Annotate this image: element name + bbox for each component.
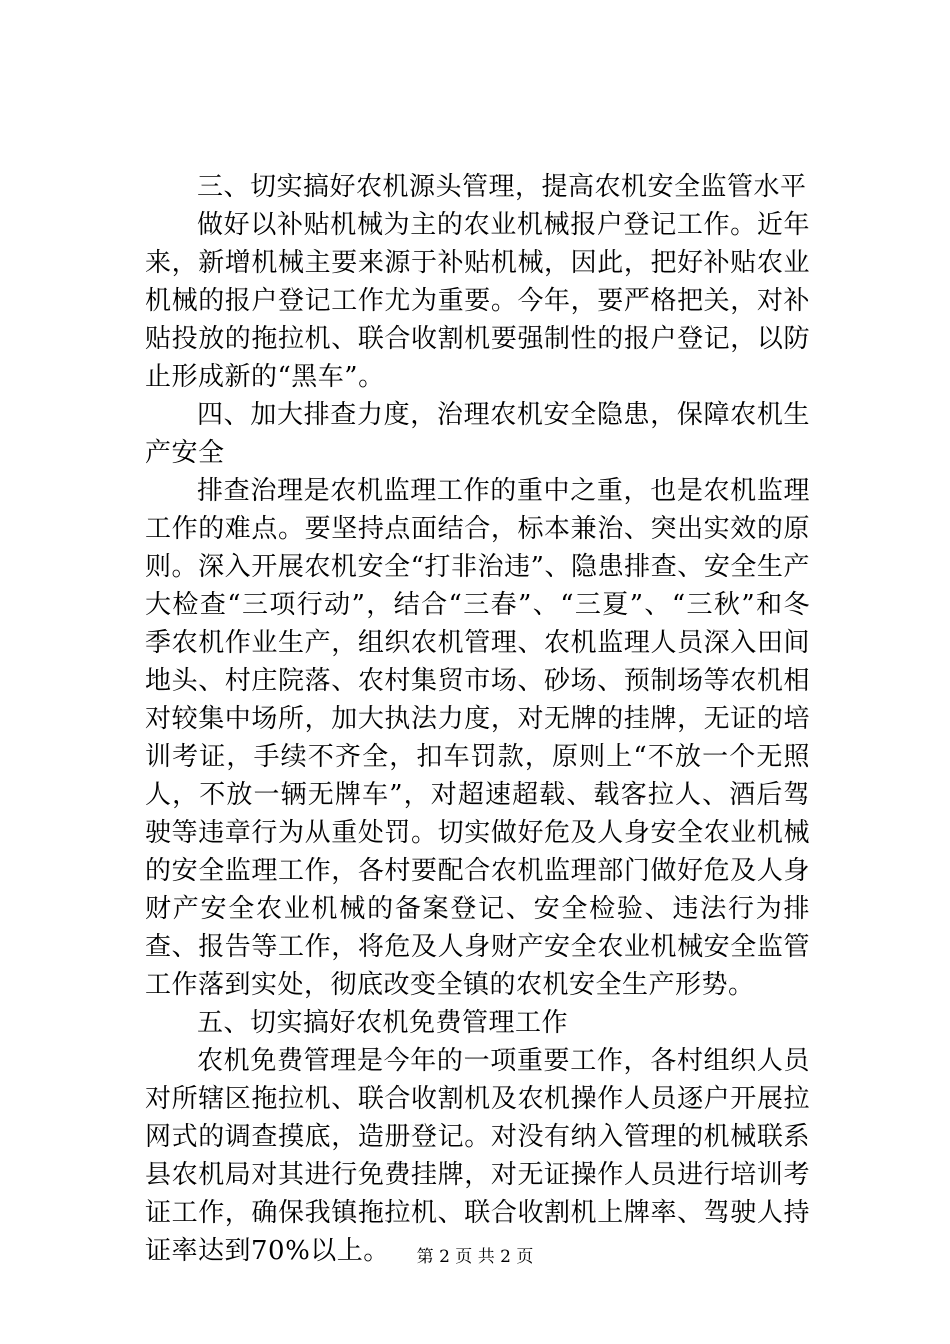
page-footer: 第 2 页 共 2 页: [416, 1247, 534, 1267]
document-body: [145, 168, 810, 1270]
paragraph-inspection: 排查治理是农机监理工作的重中之重，也是农机监理工作的难点。要坚持点面结合，标本兼治、突出实效的原则。深入开展农机安全“打非治违”、隐患排查、安全生产大检查“三项行动”，结合“三春”、“三夏”、“三秋”和冬季农机作业生产，组织农机管理、农机监理人员深入田间地头、村庄院落、农村集贸市场、砂场、预制场等农机相对较集中场所，加大执法力度，对无牌的挂牌，无证的培训考证，手续不齐全，扣车罚款，原则上“不放一个无照人，不放一辆无牌车”，对超速超载、载客拉人、酒后驾驶等违章行为从重处罚。切实做好危及人身安全农业机械的安全监理工作，各村要配合农机监理部门做好危及人身财产安全农业机械的备案登记、安全检验、违法行为排查、报告等工作，将危及人身财产安全农业机械安全监管工作落到实处，彻底改变全镇的农机安全生产形势。: [145, 476, 810, 1000]
section-heading-4: 四、加大排查力度，治理农机安全隐患，保障农机生产安全: [145, 400, 810, 468]
section-heading-3: 三、切实搞好农机源头管理，提高农机安全监管水平: [197, 172, 807, 202]
paragraph-free-management: 农机免费管理是今年的一项重要工作，各村组织人员对所辖区拖拉机、联合收割机及农机操作人员逐户开展拉网式的调查摸底，造册登记。对没有纳入管理的机械联系县农机局对其进行免费挂牌，对无证操作人员进行培训考证工作，确保我镇拖拉机、联合收割机上牌率、驾驶人持证率达到70%以上。: [145, 1046, 810, 1266]
section-heading-5: 五、切实搞好农机免费管理工作: [197, 1008, 569, 1038]
paragraph-registration: 做好以补贴机械为主的农业机械报户登记工作。近年来，新增机械主要来源于补贴机械，因此，把好补贴农业机械的报户登记工作尤为重要。今年，要严格把关，对补贴投放的拖拉机、联合收割机要强制性的报户登记，以防止形成新的“黑车”。: [145, 210, 810, 392]
